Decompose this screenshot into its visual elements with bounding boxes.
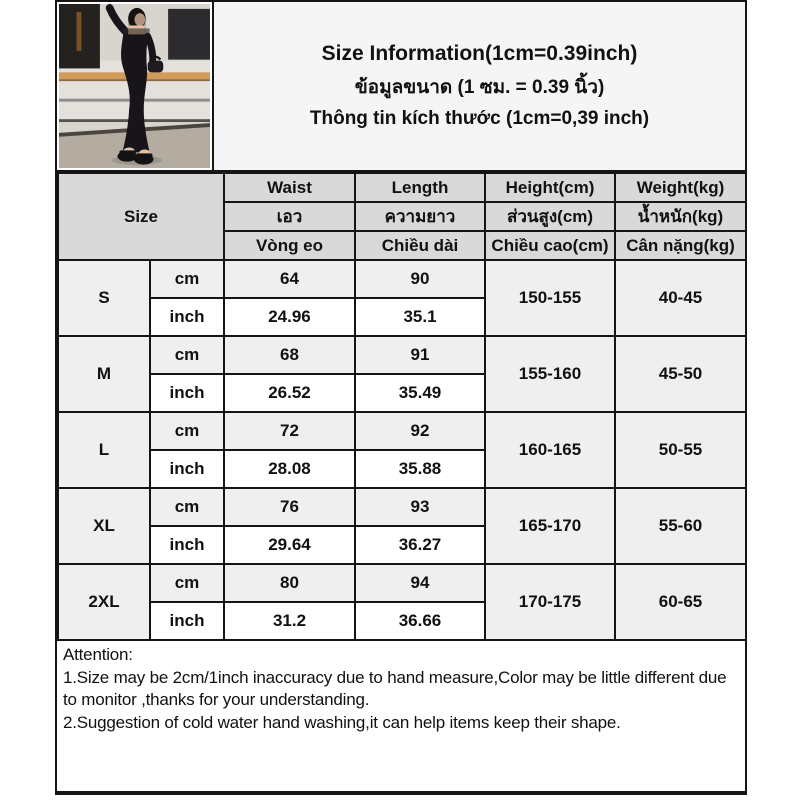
attention-title: Attention:	[63, 645, 133, 664]
weight-range-value: 45-50	[615, 336, 746, 412]
length-cm-value: 92	[355, 412, 485, 450]
size-label: S	[58, 260, 150, 336]
attention-line-2: 2.Suggestion of cold water hand washing,it can help items keep their shape.	[63, 712, 621, 732]
product-photo-illustration	[59, 4, 210, 168]
unit-inch-label: inch	[150, 374, 224, 412]
unit-cm-label: cm	[150, 412, 224, 450]
col-header-waist-vi: Vòng eo	[224, 231, 355, 260]
col-header-length-en: Length	[355, 173, 485, 202]
waist-cm-value: 72	[224, 412, 355, 450]
col-header-waist-en: Waist	[224, 173, 355, 202]
unit-inch-label: inch	[150, 450, 224, 488]
col-header-length-vi: Chiều dài	[355, 231, 485, 260]
title-thai: ข้อมูลขนาด (1 ซม. = 0.39 นิ้ว)	[354, 77, 605, 98]
title-english: Size Information(1cm=0.39inch)	[321, 42, 638, 65]
length-cm-value: 91	[355, 336, 485, 374]
waist-cm-value: 64	[224, 260, 355, 298]
col-header-waist-th: เอว	[224, 202, 355, 231]
unit-cm-label: cm	[150, 336, 224, 374]
row-m-cm	[58, 336, 746, 374]
unit-cm-label: cm	[150, 488, 224, 526]
size-label: M	[58, 336, 150, 412]
waist-inch-value: 24.96	[224, 298, 355, 336]
weight-range-value: 40-45	[615, 260, 746, 336]
unit-inch-label: inch	[150, 526, 224, 564]
height-range-value: 155-160	[485, 336, 615, 412]
weight-range-value: 50-55	[615, 412, 746, 488]
col-header-height-th: ส่วนสูง(cm)	[485, 202, 615, 231]
unit-inch-label: inch	[150, 298, 224, 336]
waist-cm-value: 68	[224, 336, 355, 374]
row-l-cm	[58, 412, 746, 450]
size-label: L	[58, 412, 150, 488]
waist-cm-value: 80	[224, 564, 355, 602]
length-cm-value: 93	[355, 488, 485, 526]
attention-note	[57, 641, 745, 791]
size-table	[57, 172, 747, 641]
header-row-en	[58, 173, 746, 202]
unit-cm-label: cm	[150, 564, 224, 602]
product-photo	[57, 2, 214, 170]
row-xl-cm	[58, 488, 746, 526]
length-inch-value: 35.1	[355, 298, 485, 336]
col-header-weight-th: น้ำหนัก(kg)	[615, 202, 746, 231]
col-header-weight-vi: Cân nặng(kg)	[615, 231, 746, 260]
top-row	[57, 2, 745, 172]
length-inch-value: 35.88	[355, 450, 485, 488]
title-block	[214, 2, 745, 170]
unit-inch-label: inch	[150, 602, 224, 640]
length-cm-value: 94	[355, 564, 485, 602]
height-range-value: 160-165	[485, 412, 615, 488]
col-header-weight-en: Weight(kg)	[615, 173, 746, 202]
size-label: 2XL	[58, 564, 150, 640]
weight-range-value: 55-60	[615, 488, 746, 564]
waist-inch-value: 26.52	[224, 374, 355, 412]
length-inch-value: 36.27	[355, 526, 485, 564]
col-header-height-vi: Chiều cao(cm)	[485, 231, 615, 260]
height-range-value: 150-155	[485, 260, 615, 336]
length-cm-value: 90	[355, 260, 485, 298]
col-header-length-th: ความยาว	[355, 202, 485, 231]
waist-inch-value: 31.2	[224, 602, 355, 640]
handbag-shape	[148, 61, 164, 73]
unit-cm-label: cm	[150, 260, 224, 298]
title-vietnamese: Thông tin kích thước (1cm=0,39 inch)	[309, 108, 650, 129]
tv-panel-shape	[168, 9, 210, 60]
weight-range-value: 60-65	[615, 564, 746, 640]
attention-line-1: 1.Size may be 2cm/1inch inaccuracy due to hand measure,Color may be little different due to monitor ,thanks for your understanding.	[63, 667, 727, 710]
row-2xl-cm	[58, 564, 746, 602]
size-label: XL	[58, 488, 150, 564]
length-inch-value: 36.66	[355, 602, 485, 640]
height-range-value: 165-170	[485, 488, 615, 564]
size-chart-sheet	[55, 0, 747, 795]
waist-inch-value: 29.64	[224, 526, 355, 564]
row-s-cm	[58, 260, 746, 298]
size-header-cell: Size	[58, 173, 224, 260]
height-range-value: 170-175	[485, 564, 615, 640]
length-inch-value: 35.49	[355, 374, 485, 412]
waist-cm-value: 76	[224, 488, 355, 526]
col-header-height-en: Height(cm)	[485, 173, 615, 202]
waist-inch-value: 28.08	[224, 450, 355, 488]
